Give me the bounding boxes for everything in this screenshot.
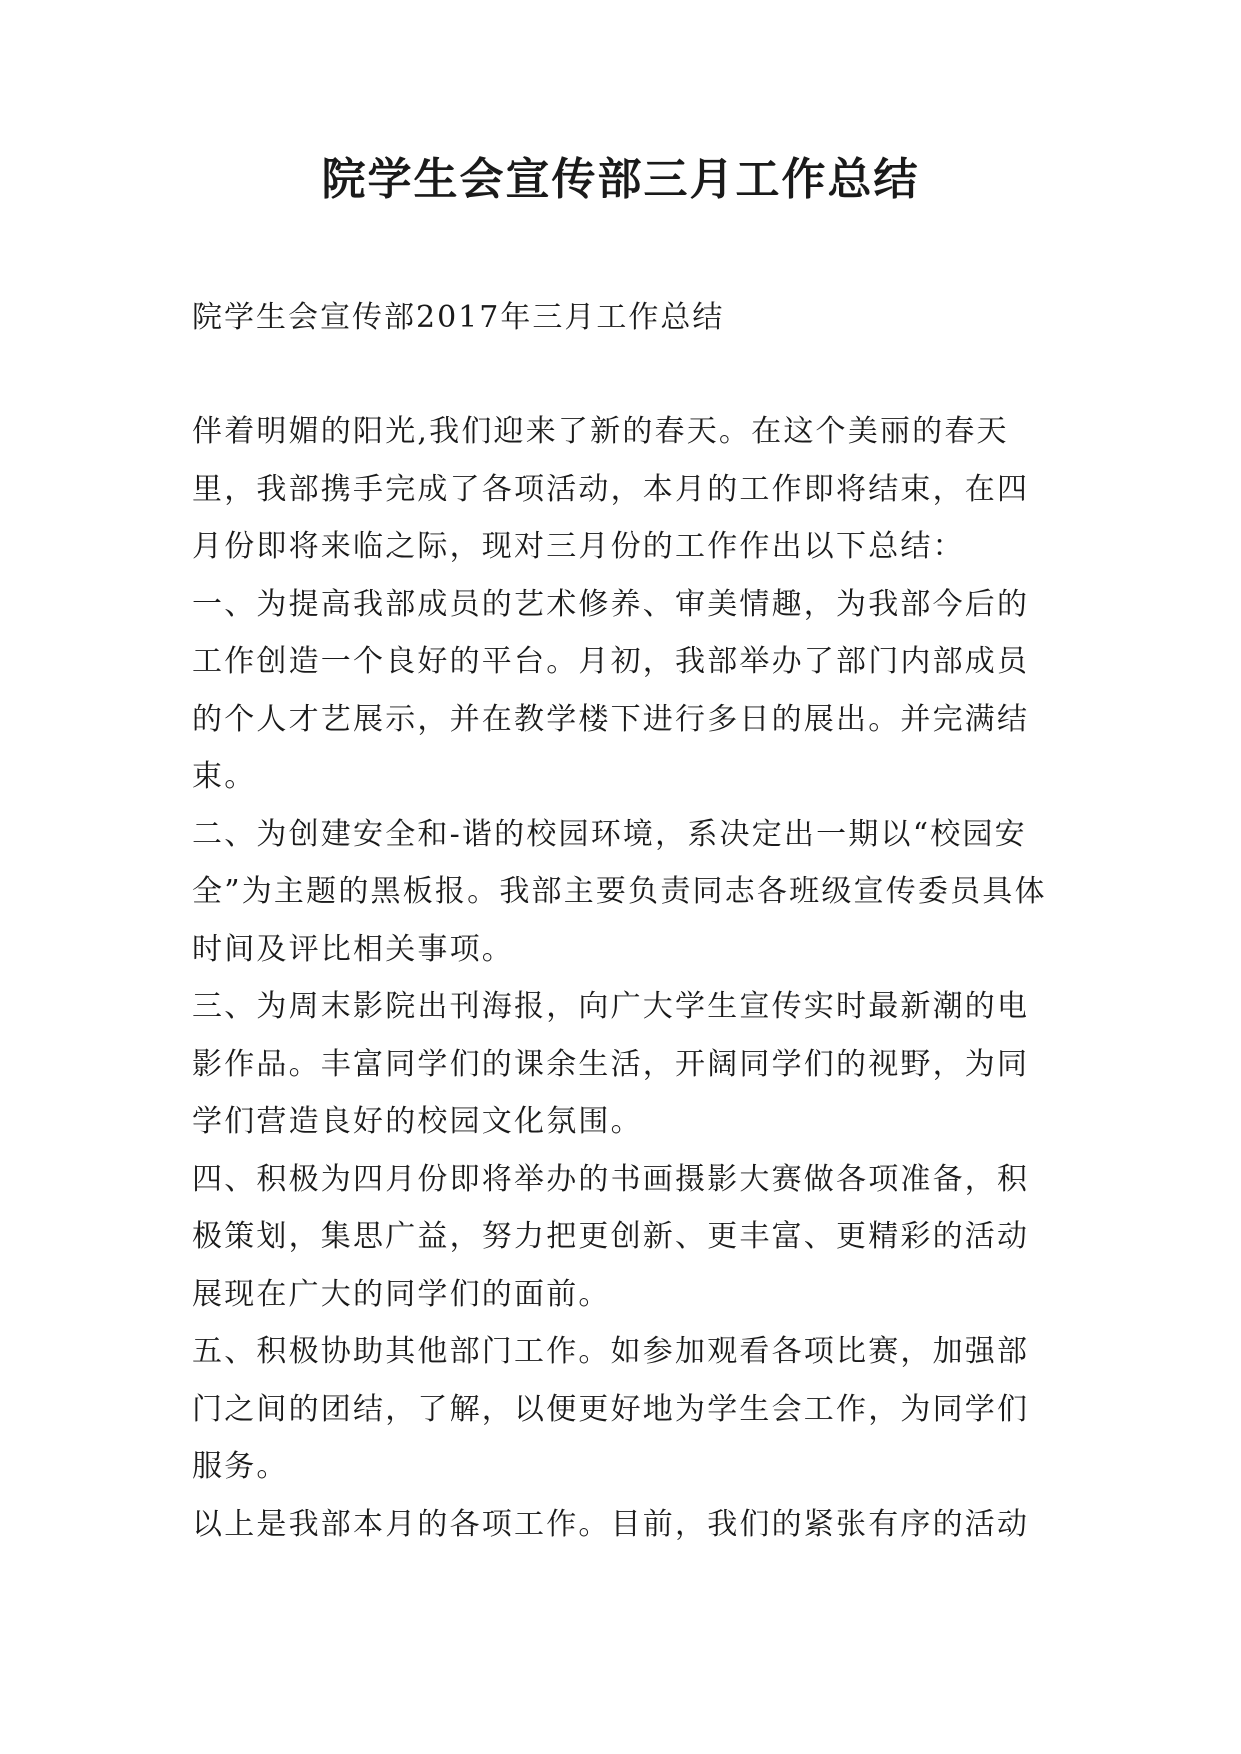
paragraph-item-3: 三、为周末影院出刊海报，向广大学生宣传实时最新潮的电影作品。丰富同学们的课余生活，开阔同学们的视野，为同学们营造良好的校园文化氛围。: [192, 989, 1030, 1139]
paragraph-item-4: 四、积极为四月份即将举办的书画摄影大赛做各项准备，积极策划，集思广益，努力把更创新、更丰富、更精彩的活动展现在广大的同学们的面前。: [192, 1161, 1030, 1312]
paragraph-item-2: 二、为创建安全和-谐的校园环境，系决定出一期以“校园安全”为主题的黑板报。我部主要负责同志各班级宣传委员具体时间及评比相关事项。: [192, 816, 1047, 967]
document-body: [192, 403, 1054, 1553]
paragraph-intro: 伴着明媚的阳光,我们迎来了新的春天。在这个美丽的春天里，我部携手完成了各项活动，本月的工作即将结束，在四月份即将来临之际，现对三月份的工作作出以下总结：: [192, 414, 1030, 564]
document-subtitle: 院学生会宣传部2017年三月工作总结: [192, 300, 725, 335]
paragraph-item-5: 五、积极协助其他部门工作。如参加观看各项比赛，加强部门之间的团结，了解，以便更好地为学生会工作，为同学们服务。: [192, 1334, 1030, 1484]
document-title: 院学生会宣传部三月工作总结: [321, 154, 920, 205]
paragraph-item-1: 一、为提高我部成员的艺术修养、审美情趣，为我部今后的工作创造一个良好的平台。月初，我部举办了部门内部成员的个人才艺展示，并在教学楼下进行多日的展出。并完满结束。: [192, 586, 1030, 794]
paragraph-conclusion: 以上是我部本月的各项工作。目前，我们的紧张有序的活动: [192, 1506, 1030, 1542]
